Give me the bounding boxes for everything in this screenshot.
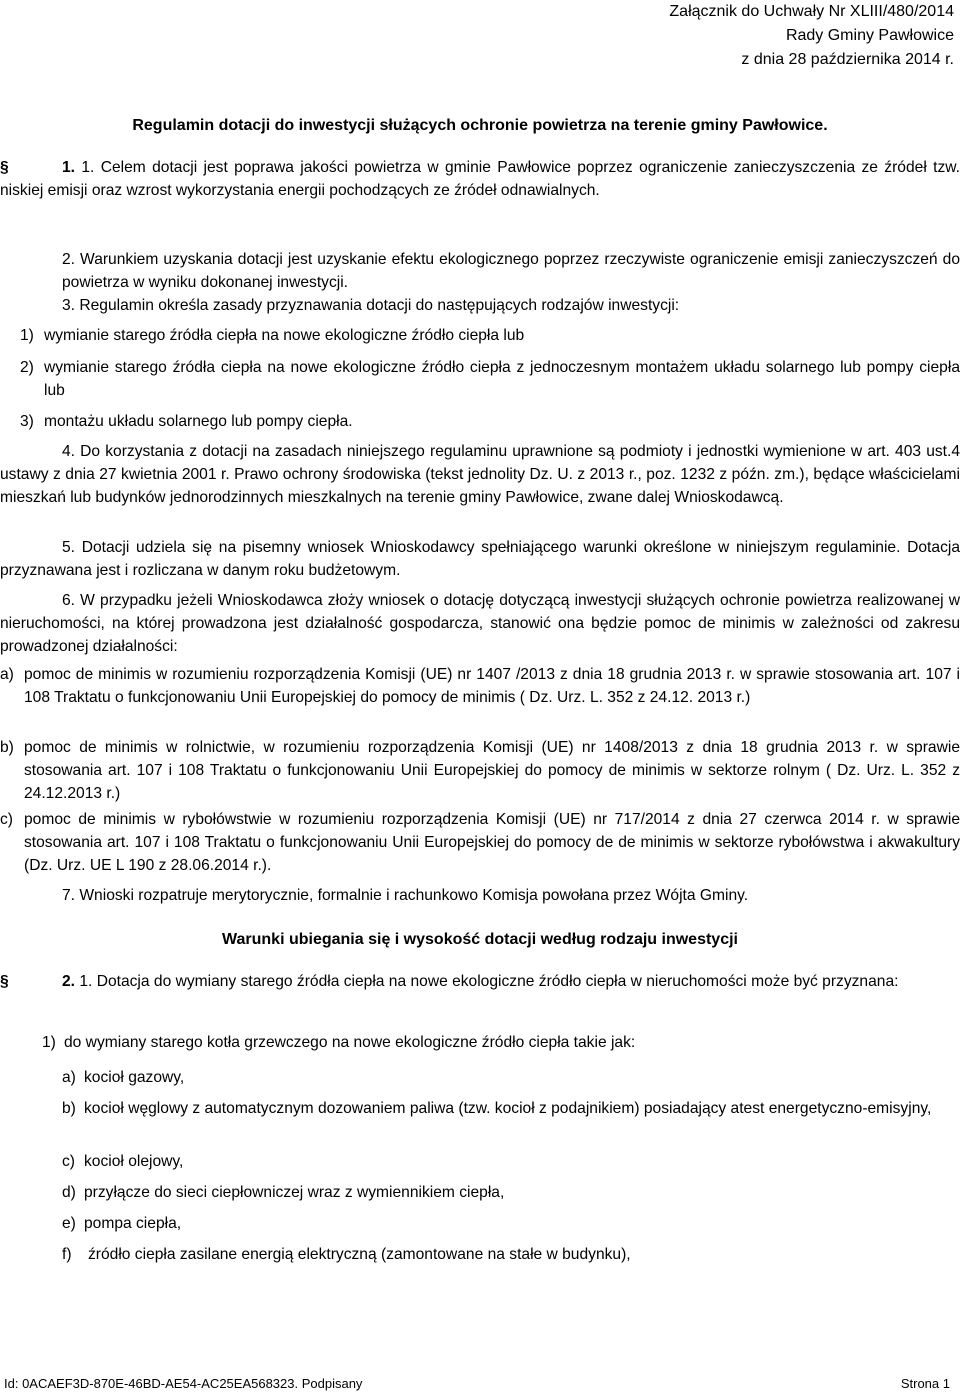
- list-item-text: przyłącze do sieci ciepłowniczej wraz z wymiennikiem ciepła,: [84, 1184, 505, 1201]
- section-1-paragraph-7: 7. Wnioski rozpatruje merytorycznie, formalnie i rachunkowo Komisja powołana przez Wójta Gminy.: [62, 887, 749, 904]
- list-marker: a): [0, 666, 19, 683]
- paragraph-1-number: 1.: [81, 159, 95, 176]
- list-item: [0, 736, 960, 805]
- list-item: [62, 1150, 960, 1173]
- list-item: [20, 410, 960, 433]
- list-marker: c): [62, 1153, 75, 1170]
- list-item: [20, 324, 960, 347]
- section-2-number: 2.: [62, 973, 76, 990]
- list-item-text: pomoc de minimis w rolnictwie, w rozumieniu rozporządzenia Komisji (UE) nr 1408/2013 z dnia 18 grudnia 2013 r. w sprawie stosowania art. 107 i 108 Traktatu o funkcjonowaniu Unii Europejskiej do pomocy de minimis w sektorze rolnym ( Dz. Urz. L. 352 z 24.12.2013 r.): [24, 739, 960, 802]
- list-marker: b): [0, 739, 19, 756]
- section-2-paragraph-1-text: 1. Dotacja do wymiany starego źródła ciepła na nowe ekologiczne źródło ciepła w nieruchomości może być przyznana:: [79, 973, 899, 990]
- list-item-text: pompa ciepła,: [84, 1215, 182, 1232]
- page-number: Strona 1: [900, 1376, 950, 1391]
- section-1-paragraph-6: [0, 589, 960, 658]
- paragraph-6-text: 6. W przypadku jeżeli Wnioskodawca złoży wniosek o dotację dotyczącą inwestycji służących ochronie powietrza realizowanej w nieruchomości, na której prowadzona jest działalność gospodarcza, stanowić ona będzie pomoc de minimis w zależności od zakresu prowadzonej działalności:: [0, 592, 960, 655]
- list-item: [0, 663, 960, 709]
- list-marker: 3): [20, 413, 34, 430]
- header-date-line: z dnia 28 października 2014 r.: [741, 51, 954, 68]
- list-marker: 2): [20, 359, 34, 376]
- paragraph-1-text: Celem dotacji jest poprawa jakości powietrza w gminie Pawłowice poprzez ograniczenie zanieczyszczenia ze źródeł tzw. niskiej emisji oraz wzrost wykorzystania energii pochodzących ze źródeł odnawialnych.: [0, 159, 960, 199]
- list-item: [42, 1031, 960, 1054]
- list-item: [62, 1212, 960, 1235]
- list-item: [62, 1181, 960, 1204]
- list-item: [62, 1243, 960, 1266]
- paragraph-5-text: 5. Dotacji udziela się na pisemny wniosek Wnioskodawcy spełniającego warunki określone w niniejszym regulaminie. Dotacja przyznawana jest i rozliczana w danym roku budżetowym.: [0, 539, 960, 579]
- list-marker: 1): [42, 1034, 56, 1051]
- list-item: [0, 808, 960, 877]
- list-marker: b): [62, 1100, 76, 1117]
- list-item: [20, 356, 960, 402]
- section-subtitle: Warunki ubiegania się i wysokość dotacji według rodzaju inwestycji: [222, 931, 738, 948]
- document-id: Id: 0ACAEF3D-870E-46BD-AE54-AC25EA568323. Podpisany: [4, 1376, 363, 1391]
- list-marker: d): [62, 1184, 76, 1201]
- list-marker: a): [62, 1069, 76, 1086]
- list-item: [62, 1097, 960, 1120]
- list-item-text: źródło ciepła zasilane energią elektryczną (zamontowane na stałe w budynku),: [88, 1246, 631, 1263]
- list-item-text: pomoc de minimis w rybołówstwie w rozumieniu rozporządzenia Komisji (UE) nr 717/2014 z dnia 27 czerwca 2014 r. w sprawie stosowania art. 107 i 108 Traktatu o funkcjonowaniu Unii Europejskiej do pomocy de de minimis w sektorze rybołówstwa i akwakultury (Dz. Urz. UE L 190 z 28.06.2014 r.).: [24, 811, 960, 874]
- section-2-sign: §: [0, 973, 9, 990]
- section-1-paragraph-3: 3. Regulamin określa zasady przyznawania dotacji do następujących rodzajów inwestycji:: [62, 297, 680, 314]
- section-2-paragraph-1: [0, 970, 960, 993]
- list-marker: f): [62, 1246, 72, 1263]
- list-item-text: pomoc de minimis w rozumieniu rozporządzenia Komisji (UE) nr 1407 /2013 z dnia 18 grudnia 2013 r. w sprawie stosowania art. 107 i 108 Traktatu o funkcjonowaniu Unii Europejskiej do pomocy de minimis ( Dz. Urz. L. 352 z 24.12. 2013 r.): [24, 666, 960, 706]
- list-item: [62, 1066, 960, 1089]
- paragraph-2-text: 2. Warunkiem uzyskania dotacji jest uzyskanie efektu ekologicznego poprzez rzeczywiste ograniczenie emisji zanieczyszczeń do powietrza w wyniku dokonanej inwestycji.: [62, 251, 960, 291]
- section-1-paragraph-4: [0, 440, 960, 509]
- header-council-line: Rady Gminy Pawłowice: [785, 27, 954, 44]
- list-item-text: do wymiany starego kotła grzewczego na nowe ekologiczne źródło ciepła takie jak:: [64, 1034, 636, 1051]
- list-item-text: wymianie starego źródła ciepła na nowe ekologiczne źródło ciepła z jednoczesnym montażem układu solarnego lub pompy ciepła lub: [44, 359, 960, 399]
- list-marker: e): [62, 1215, 76, 1232]
- section-1-paragraph-1: [0, 156, 960, 202]
- document-title: Regulamin dotacji do inwestycji służących ochronie powietrza na terenie gminy Pawłowice.: [132, 117, 828, 134]
- list-item-text: kocioł gazowy,: [84, 1069, 185, 1086]
- section-1-sign: §: [0, 159, 9, 176]
- paragraph-4-text: 4. Do korzystania z dotacji na zasadach niniejszego regulaminu uprawnione są podmioty i jednostki wymienione w art. 403 ust.4 ustawy z dnia 27 kwietnia 2001 r. Prawo ochrony środowiska (tekst jednolity Dz. U. z 2013 r., poz. 1232 z późn. zm.), będące właścicielami mieszkań lub budynków jednorodzinnych mieszkalnych na terenie gminy Pawłowice, zwane dalej Wnioskodawcą.: [0, 443, 960, 506]
- list-item-text: kocioł węglowy z automatycznym dozowaniem paliwa (tzw. kocioł z podajnikiem) posiadający atest energetyczno-emisyjny,: [84, 1100, 932, 1117]
- list-item-text: kocioł olejowy,: [84, 1153, 184, 1170]
- list-marker: c): [0, 811, 18, 828]
- section-1-number: 1.: [62, 159, 76, 176]
- list-item-text: montażu układu solarnego lub pompy ciepła.: [44, 413, 353, 430]
- header-attachment-line: Załącznik do Uchwały Nr XLIII/480/2014: [669, 3, 954, 20]
- list-item-text: wymianie starego źródła ciepła na nowe ekologiczne źródło ciepła lub: [44, 327, 525, 344]
- document-header: [669, 0, 954, 72]
- section-1-paragraph-2: [0, 248, 960, 294]
- section-1-paragraph-5: [0, 536, 960, 582]
- list-marker: 1): [20, 327, 34, 344]
